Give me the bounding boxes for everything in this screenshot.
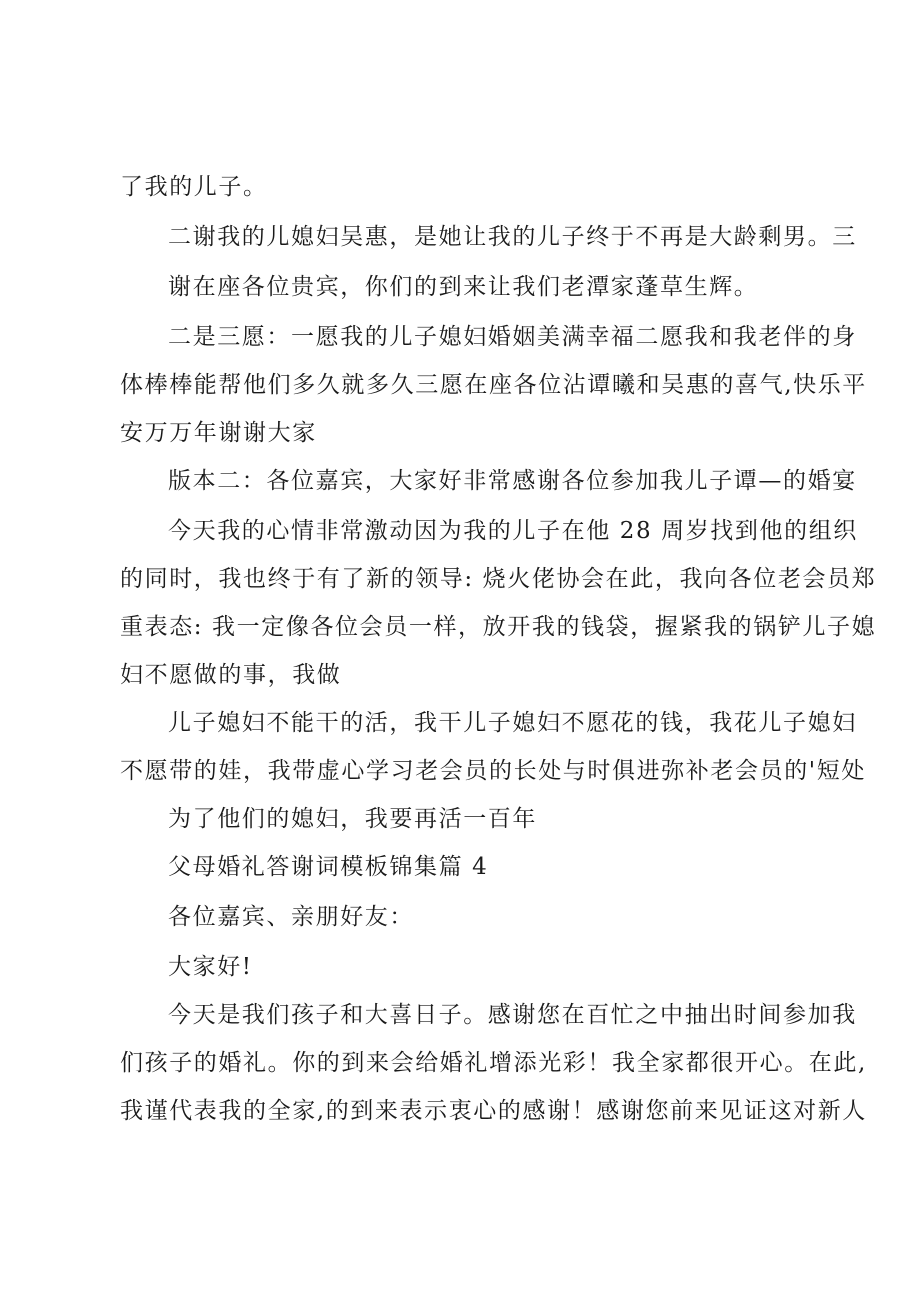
text-line: 体棒棒能帮他们多久就多久三愿在座各位沾谭曦和吴惠的喜气,快乐平 bbox=[120, 372, 867, 398]
text-line: 不愿带的娃，我带虚心学习老会员的长处与时俱进弥补老会员的'短处 bbox=[120, 758, 866, 784]
text-line: 们孩子的婚礼。你的到来会给婚礼增添光彩！我全家都很开心。在此, bbox=[120, 1050, 867, 1076]
text-line: 二是三愿：一愿我的儿子媳妇婚姻美满幸福二愿我和我老伴的身 bbox=[168, 324, 857, 350]
text-line: 大家好! bbox=[168, 954, 253, 980]
text-line: 我谨代表我的全家,的到来表示衷心的感谢！感谢您前来见证这对新人 bbox=[120, 1098, 867, 1124]
section-heading: 父母婚礼答谢词模板锦集篇 4 bbox=[168, 854, 489, 880]
text-line: 了我的儿子。 bbox=[120, 174, 268, 200]
text-line: 重表态: 我一定像各位会员一样，放开我的钱袋，握紧我的锅铲儿子媳 bbox=[120, 614, 877, 640]
text-line: 妇不愿做的事，我做 bbox=[120, 662, 342, 688]
text-line: 谢在座各位贵宾，你们的到来让我们老潭家蓬草生辉。 bbox=[168, 274, 759, 300]
text-line: 今天我的心情非常激动因为我的儿子在他 28 周岁找到他的组织 bbox=[168, 518, 858, 544]
text-line: 版本二：各位嘉宾，大家好非常感谢各位参加我儿子谭—的婚宴 bbox=[168, 468, 857, 494]
text-line: 儿子媳妇不能干的活，我干儿子媳妇不愿花的钱，我花儿子媳妇 bbox=[168, 710, 857, 736]
text-line: 今天是我们孩子和大喜日子。感谢您在百忙之中抽出时间参加我 bbox=[168, 1002, 857, 1028]
text-line: 为了他们的媳妇，我要再活一百年 bbox=[168, 806, 537, 832]
text-line: 的同时，我也终于有了新的领导: 烧火佬协会在此，我向各位老会员郑 bbox=[120, 566, 877, 592]
text-line: 二谢我的儿媳妇吴惠，是她让我的儿子终于不再是大龄剩男。三 bbox=[168, 224, 857, 250]
text-line: 安万万年谢谢大家 bbox=[120, 420, 317, 446]
text-line: 各位嘉宾、亲朋好友： bbox=[168, 904, 414, 930]
